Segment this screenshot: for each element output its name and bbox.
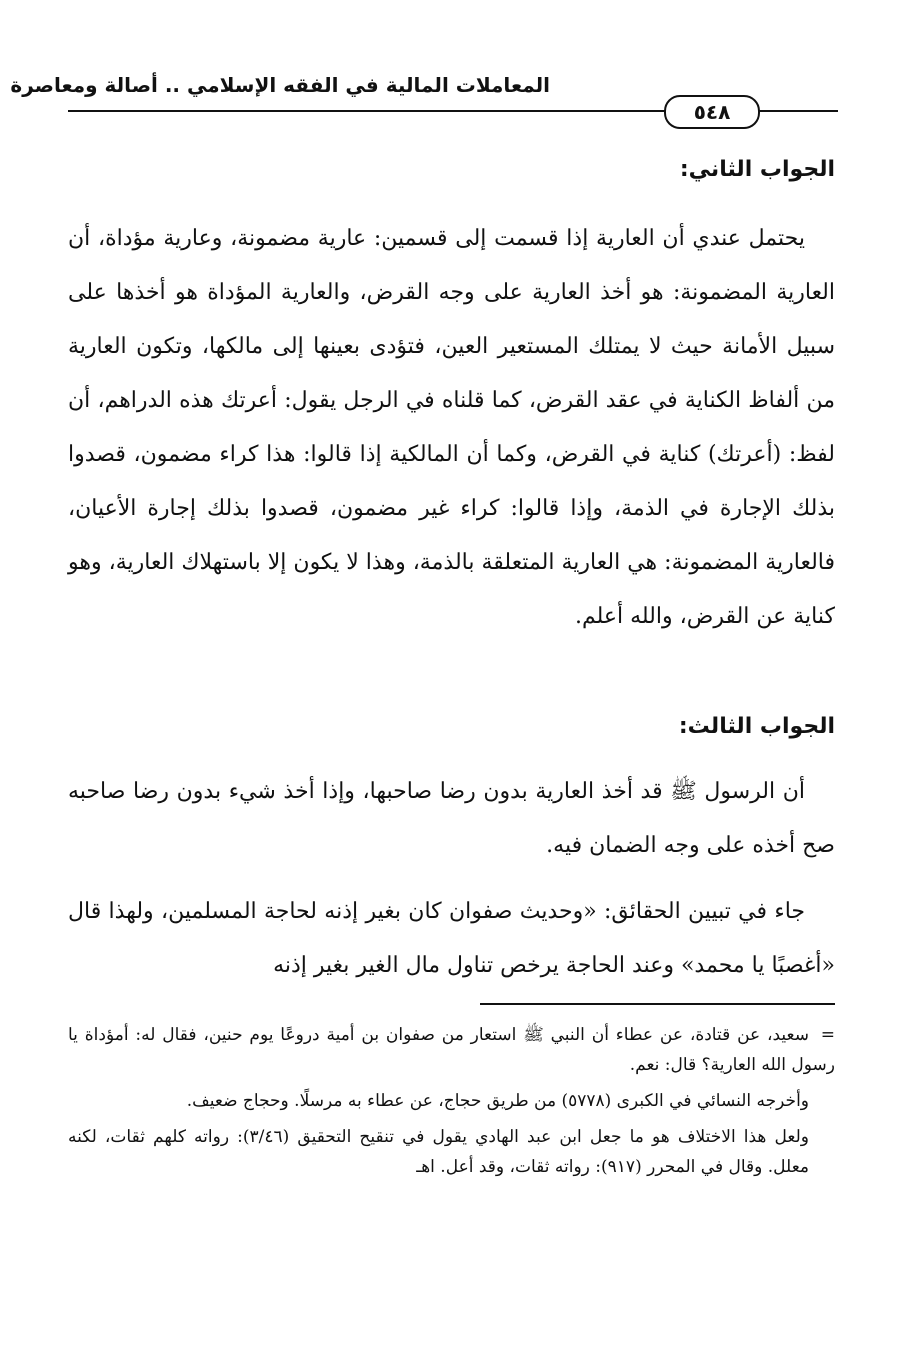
paragraph: جاء في تبيين الحقائق: «وحديث صفوان كان بغير إذنه لحاجة المسلمين، ولهذا قال «أغصبًا يا محمد» وعند الحاجة يرخص تناول مال الغير بغير إذنه [68,899,835,978]
footnote-continuation-marker: = [820,1025,835,1045]
paragraph: يحتمل عندي أن العارية إذا قسمت إلى قسمين: عارية مضمونة، وعارية مؤداة، أن العارية المضمونة: هو أخذ العارية على وجه القرض، والعارية المؤداة هو أخذها على سبيل الأمانة حيث لا يمتلك المستعير العين، فتؤدى بعينها إلى مالكها، وتكون العارية من ألفاظ الكناية في عقد القرض، كما قلناه في الرجل يقول: أعرتك هذه الدراهم، أن لفظ: (أعرتك) كناية في القرض، وكما أن المالكية إذا قالوا: هذا كراء مضمون، قصدوا بذلك الإجارة في الذمة، وإذا قالوا: كراء غير مضمون، قصدوا بذلك إجارة الأعيان، فالعارية المضمونة: هي العارية المتعلقة بالذمة، وهذا لا يكون إلا باستهلاك العارية، وهو كناية عن القرض، والله أعلم. [68,226,835,629]
footnotes [68,1020,835,1188]
footnote-divider [480,1003,835,1005]
paragraph: أن الرسول ﷺ قد أخذ العارية بدون رضا صاحبها، وإذا أخذ شيء بدون رضا صاحبه صح أخذه على وجه الضمان فيه. [68,779,835,858]
footnote-text: سعيد، عن قتادة، عن عطاء أن النبي ﷺ استعار من صفوان بن أمية دروعًا يوم حنين، فقال له: أمؤداة يا رسول الله العارية؟ قال: نعم. [68,1025,835,1075]
heading-third-answer: الجواب الثالث: [678,714,835,739]
page-number-badge: ٥٤٨ [664,95,760,129]
second-answer-body [68,212,835,644]
running-header-title: المعاملات المالية في الفقه الإسلامي .. أصالة ومعاصرة [10,73,550,97]
third-answer-body [68,765,835,993]
footnote-line: ولعل هذا الاختلاف هو ما جعل ابن عبد الهادي يقول في تنقيح التحقيق (٣/٤٦): رواته كلهم ثقات، لكنه معلل. وقال في المحرر (٩١٧): رواته ثقات، وقد أعل. اهـ [68,1127,809,1177]
heading-second-answer: الجواب الثاني: [679,157,835,182]
footnote-line: وأخرجه النسائي في الكبرى (٥٧٧٨) من طريق حجاج، عن عطاء به مرسلًا. وحجاج ضعيف. [186,1091,809,1111]
footnote-line [68,1020,835,1080]
